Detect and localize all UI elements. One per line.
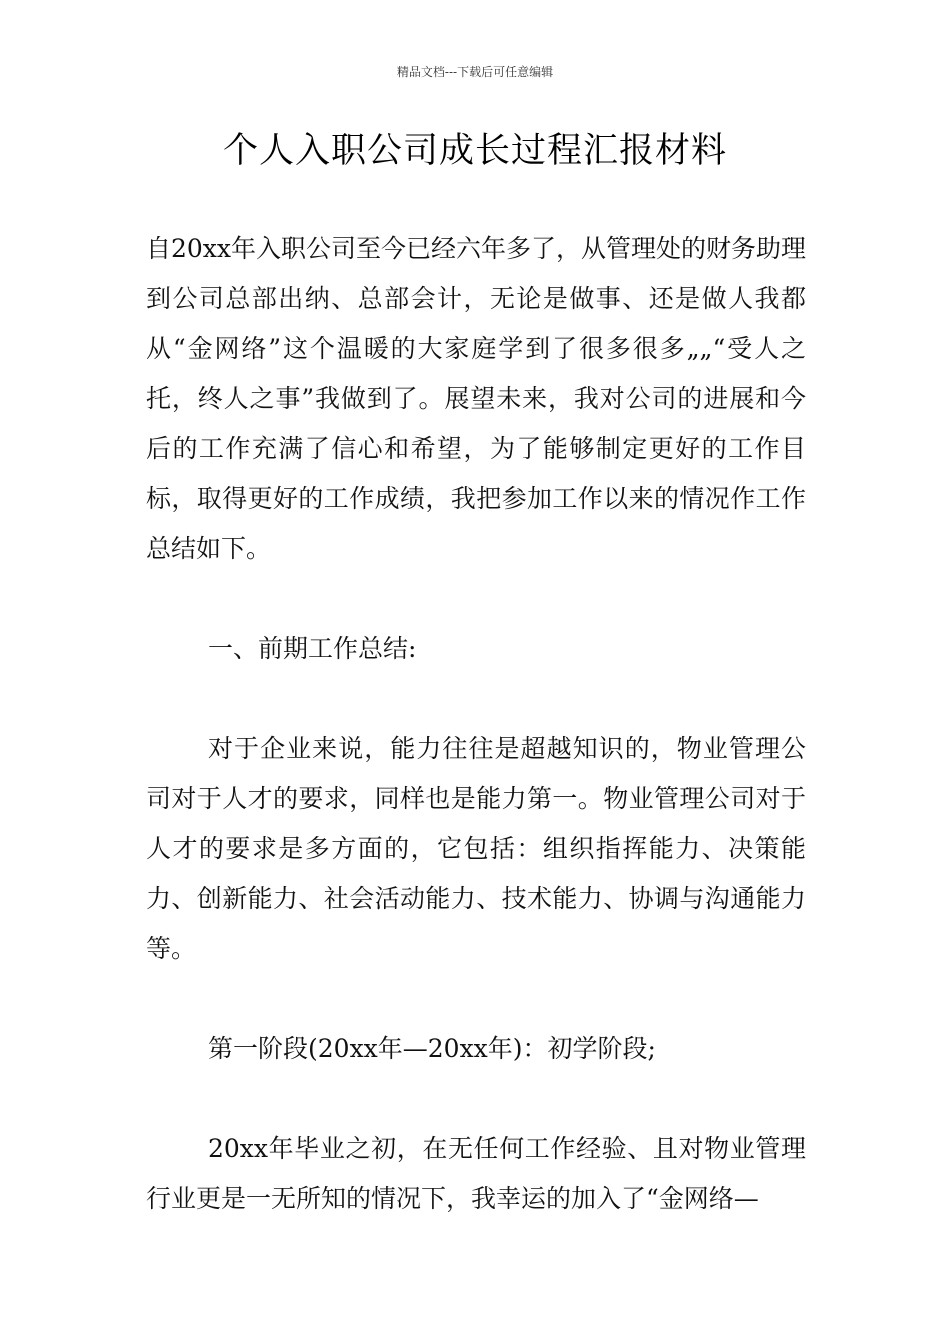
document-title: 个人入职公司成长过程汇报材料 [222, 131, 727, 171]
stage-one-heading: 第一阶段(20xx年—20xx年)：初学阶段; [208, 1034, 656, 1063]
section-heading: 一、前期工作总结: [208, 634, 417, 663]
ability-paragraph: 对于企业来说，能力往往是超越知识的，物业管理公司对于人才的要求，同样也是能力第一。物业管理公司对于人才的要求是多方面的，它包括：组织指挥能力、决策能力、创新能力、社会活动能力、技术能力、协调与沟通能力等。 [146, 734, 806, 963]
graduation-paragraph: 20xx年毕业之初，在无任何工作经验、且对物业管理行业更是一无所知的情况下，我幸运的加入了“金网络— [146, 1134, 806, 1213]
page-header-watermark: 精品文档---下载后可任意编辑 [396, 65, 554, 79]
intro-paragraph: 自20xx年入职公司至今已经六年多了，从管理处的财务助理到公司总部出纳、总部会计，无论是做事、还是做人我都从“金网络”这个温暖的大家庭学到了很多很多„„“受人之托，终人之事”我做到了。展望未来，我对公司的进展和今后的工作充满了信心和希望，为了能够制定更好的工作目标，取得更好的工作成绩，我把参加工作以来的情况作工作总结如下。 [146, 234, 807, 563]
